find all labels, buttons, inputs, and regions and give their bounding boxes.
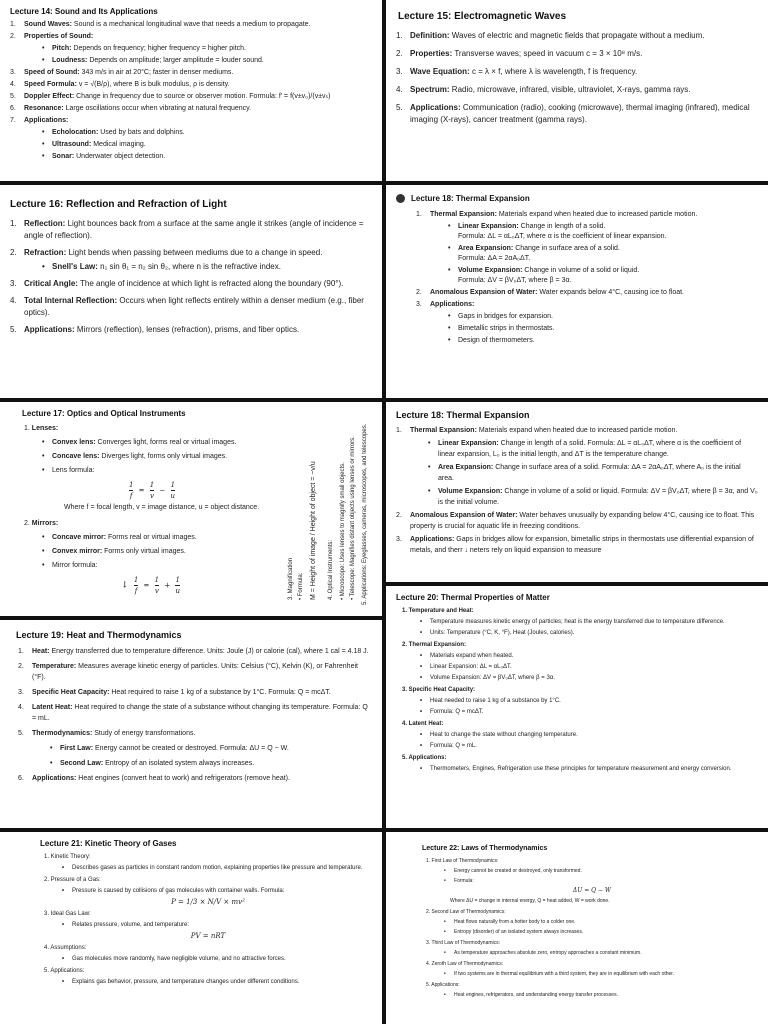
list-item: • If two systems are in thermal equilibrium with a third system, they are in equilibrium with each other.: [444, 970, 758, 978]
list-item: 2. Properties of Sound: • Pitch: Depends on frequency; higher frequency = higher pitch. • Loudness: Depends on amplitude; larger amplitude = louder sound.: [10, 32, 372, 66]
rotated-line: 3. Magnification: [288, 557, 294, 600]
lecture-19-card: [0, 620, 382, 828]
pressure-formula: P = 1/3 × N/V × mv²: [171, 898, 245, 906]
section-heading: 4. Latent Heat:: [402, 721, 444, 727]
lecture-18a-list: [396, 210, 758, 346]
list-item: 3. Speed of Sound: 343 m/s in air at 20°C; faster in denser mediums.: [10, 69, 234, 76]
lecture-15-list: [396, 30, 758, 126]
section-heading: 2. Pressure of a Gas:: [44, 877, 101, 883]
list-item: • Area Expansion: Change in surface area of a solid. Formula: ΔA = 2αA₀ΔT.: [448, 244, 758, 264]
section-heading: 1. Kinetic Theory:: [44, 854, 91, 860]
lecture-14-list: [10, 20, 372, 162]
list-item: 2. Anomalous Expansion of Water: Water expands below 4°C, causing ice to float.: [416, 289, 684, 296]
list-item: 1. Sound Waves: Sound is a mechanical longitudinal wave that needs a medium to propagate.: [10, 21, 311, 28]
scroll-down-arrow-icon[interactable]: ↓: [121, 580, 129, 591]
list-item: • Pitch: Depends on frequency; higher frequency = higher pitch.: [42, 44, 372, 54]
section-heading: 3. Specific Heat Capacity:: [402, 687, 476, 693]
list-item: • Describes gases as particles in constant random motion, explaining properties like pressure and temperature.: [62, 864, 372, 873]
lenses-heading: 1. Lenses:: [24, 425, 59, 432]
list-item: 5. Doppler Effect: Change in frequency due to source or observer motion. Formula: f′ = f(v±v₀)/(v±vₛ): [10, 93, 331, 100]
list-item: • Gaps in bridges for expansion.: [448, 312, 758, 322]
list-item: 7. Applications: • Echolocation: Used by bats and dolphins. • Ultrasound: Medical imaging. • Sonar: Underwater object detection.: [10, 116, 372, 162]
lecture-18b-title: Lecture 18: Thermal Expansion: [396, 410, 530, 420]
list-item: 1. Thermal Expansion: Materials expand when heated due to increased particle motion. • Linear Expansion: Change in length of a solid. Formula: ΔL = αL₀ΔT, where α is the coefficient of linear expansion. • Area Expansion: Change in surface area of a solid. Formula: ΔA = 2αA₀ΔT. • Volume Expansion: Change in volume of a solid or liquid. Formula: ΔV = βV₀ΔT, where β = 3α.: [416, 210, 758, 286]
list-item: • Lens formula:: [42, 466, 280, 476]
list-item: • Temperature measures kinetic energy of particles; heat is the energy transferred due to temperature difference.: [420, 618, 758, 627]
chat-logo-icon: [396, 194, 405, 203]
lecture-18b-list: [396, 425, 758, 556]
lens-note: Where f = focal length, v = image distance, u = object distance.: [64, 504, 260, 511]
list-item: 4. Total Internal Reflection: Occurs when light reflects entirely within a denser medium (e.g., fiber optics).: [10, 296, 364, 317]
section-heading: 5. Applications:: [402, 755, 447, 761]
first-law-note: Where ΔU = change in internal energy, Q = heat added, W = work done.: [450, 898, 610, 904]
list-item: • Pressure is caused by collisions of gas molecules with container walls. Formula:: [62, 887, 372, 896]
list-item: • Linear Expansion: Change in length of a solid. Formula: ΔL = αL₀ΔT, where α is the coefficient of linear expansion.: [448, 222, 758, 242]
rotated-line: 4. Optical Instruments:: [328, 539, 334, 600]
list-item: 4. Latent Heat: Heat required to change the state of a substance without changing its temperature. Formula: Q = mL.: [18, 704, 368, 722]
list-item: 5. Thermodynamics: Study of energy transformations. • First Law: Energy cannot be created or destroyed. Formula: ΔU = Q − W. • Second Law: Entropy of an isolated system always increases.: [18, 728, 372, 769]
section-heading: 4. Zeroth Law of Thermodynamics:: [426, 961, 504, 967]
list-item: • Volume Expansion: Change in volume of a solid or liquid. Formula: ΔV = βV₀ΔT, where β = 3α, and V₀ is the initial volume.: [428, 486, 758, 508]
lecture-16-card: [0, 185, 382, 398]
list-item: • Units: Temperature (°C, K, °F), Heat (Joules, calories).: [420, 629, 758, 638]
list-item: • Explains gas behavior, pressure, and temperature changes under different conditions.: [62, 978, 372, 987]
lecture-20-body: [396, 607, 758, 774]
section-heading: 1. First Law of Thermodynamics:: [426, 858, 499, 864]
lecture-22-card: [386, 832, 768, 1024]
lecture-21-body: [10, 853, 372, 987]
lecture-14-card: [0, 0, 382, 181]
lecture-22-title: Lecture 22: Laws of Thermodynamics: [422, 845, 548, 852]
list-item: 5. Applications: Mirrors (reflection), lenses (refraction), prisms, and fiber optics.: [10, 325, 300, 334]
list-item: • Formula: Q = mL.: [420, 742, 758, 751]
list-item: • Mirror formula:: [42, 561, 280, 571]
list-item: • Sonar: Underwater object detection.: [42, 152, 372, 162]
list-item: 3. Critical Angle: The angle of incidence at which light is refracted along the boundary (90°).: [10, 279, 344, 288]
lecture-17-title: Lecture 17: Optics and Optical Instruments: [22, 409, 186, 418]
list-item: • Heat engines, refrigerators, and understanding energy transfer processes.: [444, 991, 758, 999]
list-item: • Materials expand when heated.: [420, 652, 758, 661]
list-item: 4. Spectrum: Radio, microwave, infrared, visible, ultraviolet, X-rays, gamma rays.: [396, 85, 691, 94]
lecture-15-title: Lecture 15: Electromagnetic Waves: [398, 11, 567, 22]
mirrors-heading: 2. Mirrors:: [24, 520, 59, 527]
lecture-18b-card: [386, 402, 768, 582]
lecture-18a-title: Lecture 18: Thermal Expansion: [411, 194, 530, 203]
section-heading: 1. Temperature and Heat:: [402, 608, 474, 614]
list-item: 1. Heat: Energy transferred due to temperature difference. Units: Joule (J) or calorie (cal), where 1 cal = 4.18 J.: [18, 648, 369, 655]
list-item: • Heat flows naturally from a hotter body to a colder one.: [444, 918, 758, 926]
lecture-20-title: Lecture 20: Thermal Properties of Matter: [396, 593, 550, 602]
rotated-line: 5. Applications: Eyeglasses, cameras, microscopes, and telescopes.: [362, 423, 368, 605]
rotated-line: • Formula:: [298, 572, 304, 600]
lens-formula: $\frac{1}{f}$ = $\frac{1}{v}$ − $\frac{1}{u}$: [128, 481, 176, 500]
list-item: • Formula:: [444, 877, 758, 885]
list-item: • Echolocation: Used by bats and dolphins.: [42, 128, 372, 138]
list-item: 2. Refraction: Light bends when passing between mediums due to a change in speed. • Snell's Law: n₁ sin θ₁ = n₂ sin θ₂, where n is the refractive index.: [10, 247, 372, 273]
list-item: • Linear Expansion: Change in length of a solid. Formula: ΔL = αL₀ΔT, where α is the coefficient of linear expansion, L₀ is the initial length, and ΔT is the temperature change.: [428, 438, 758, 460]
lecture-19-title: Lecture 19: Heat and Thermodynamics: [16, 630, 182, 640]
list-item: 6. Resonance: Large oscillations occur when vibrating at natural frequency.: [10, 105, 252, 112]
lecture-16-title: Lecture 16: Reflection and Refraction of Light: [10, 199, 227, 210]
list-item: • Volume Expansion: Change in volume of a solid or liquid. Formula: ΔV = βV₀ΔT, where β = 3α.: [448, 266, 758, 286]
list-item: • Snell's Law: n₁ sin θ₁ = n₂ sin θ₂, where n is the refractive index.: [42, 261, 372, 273]
list-item: • Second Law: Entropy of an isolated system always increases.: [50, 758, 372, 769]
list-item: • Area Expansion: Change in surface area of a solid. Formula: ΔA = 2αA₀ΔT, where A₀ is the initial area.: [428, 462, 758, 484]
section-heading: 2. Thermal Expansion:: [402, 642, 467, 648]
list-item: 2. Anomalous Expansion of Water: Water behaves unusually by expanding below 4°C, causing ice to float. This property is crucial for aquatic life in freezing conditions.: [396, 512, 755, 530]
lecture-21-card: [0, 832, 382, 1024]
list-item: 2. Temperature: Measures average kinetic energy of particles. Units: Celsius (°C), Kelvin (K), or Fahrenheit (°F).: [18, 663, 358, 681]
list-item: • Ultrasound: Medical imaging.: [42, 140, 372, 150]
rotated-line: • Telescope: Magnifies distant objects using lenses or mirrors.: [350, 436, 356, 600]
lecture-18a-card: [386, 185, 768, 398]
lecture-19-list: [10, 646, 372, 784]
lecture-15-card: [386, 0, 768, 181]
rotated-line: • Microscope: Uses lenses to magnify small objects.: [340, 462, 346, 600]
list-item: • Loudness: Depends on amplitude; larger amplitude = louder sound.: [42, 56, 372, 66]
list-item: • Concave lens: Diverges light, forms only virtual images.: [42, 452, 280, 462]
lecture-17-rotated-column: [284, 400, 384, 610]
list-item: 1. Reflection: Light bounces back from a surface at the same angle it strikes (angle of incidence = angle of reflection).: [10, 219, 364, 240]
list-item: 5. Applications: Communication (radio), cooking (microwave), thermal imaging (infrared), medical imaging (X-rays), cancer treatment (gamma rays).: [396, 103, 750, 124]
section-heading: 2. Second Law of Thermodynamics:: [426, 909, 506, 915]
list-item: 3. Wave Equation: c = λ × f, where λ is wavelength, f is frequency.: [396, 67, 638, 76]
list-item: • Volume Expansion: ΔV = βV₀ΔT, where β = 3α.: [420, 674, 758, 683]
section-heading: 4. Assumptions:: [44, 945, 87, 951]
lecture-22-body: [396, 857, 758, 999]
list-item: • Bimetallic strips in thermostats.: [448, 324, 758, 334]
list-item: • First Law: Energy cannot be created or destroyed. Formula: ΔU = Q − W.: [50, 743, 372, 754]
list-item: • Gas molecules move randomly, have negligible volume, and no attractive forces.: [62, 955, 372, 964]
list-item: • Convex mirror: Forms only virtual images.: [42, 547, 280, 557]
section-heading: 5. Applications:: [426, 982, 460, 988]
first-law-formula: ΔU = Q − W: [572, 887, 612, 894]
list-item: 3. Specific Heat Capacity: Heat required to raise 1 kg of a substance by 1°C. Formula: Q = mcΔT.: [18, 689, 331, 696]
rotated-line: M = Height of image / Height of object = −v/u: [310, 461, 317, 600]
list-item: 4. Speed Formula: v = √(B/ρ), where B is bulk modulus, ρ is density.: [10, 81, 230, 88]
list-item: • Concave mirror: Forms real or virtual images.: [42, 533, 280, 543]
section-heading: 5. Applications:: [44, 968, 85, 974]
list-item: • As temperature approaches absolute zero, entropy approaches a constant minimum.: [444, 949, 758, 957]
lecture-21-title: Lecture 21: Kinetic Theory of Gases: [40, 839, 177, 848]
list-item: 3. Applications: • Gaps in bridges for expansion. • Bimetallic strips in thermostats. • Design of thermometers.: [416, 300, 758, 346]
list-item: • Entropy (disorder) of an isolated system always increases.: [444, 928, 758, 936]
list-item: • Heat needed to raise 1 kg of a substance by 1°C.: [420, 697, 758, 706]
list-item: • Thermometers, Engines, Refrigeration use these principles for temperature measurement and energy conversion.: [420, 765, 758, 774]
lecture-20-card: [386, 586, 768, 828]
list-item: 1. Thermal Expansion: Materials expand when heated due to increased particle motion. • Linear Expansion: Change in length of a solid. Formula: ΔL = αL₀ΔT, where α is the coefficient of linear expansion, L₀ is the initial length, and ΔT is the temperature change. • Area Expansion: Change in surface area of a solid. Formula: ΔA = 2αA₀ΔT, where A₀ is the initial area. • Volume Expansion: Change in volume of a solid or liquid. Formula: ΔV = βV₀ΔT, where β = 3α, and V₀ is the initial volume.: [396, 425, 758, 508]
section-heading: 3. Ideal Gas Law:: [44, 911, 91, 917]
ideal-gas-formula: PV = nRT: [190, 932, 226, 940]
list-item: 3. Applications: Gaps in bridges allow for expansion, bimetallic strips in thermostats use differential expansion of metals, and therr ↓ neters rely on liquid expansion to measure: [396, 536, 754, 554]
list-item: • Energy cannot be created or destroyed, only transformed.: [444, 867, 758, 875]
list-item: • Convex lens: Converges light, forms real or virtual images.: [42, 438, 280, 448]
list-item: • Formula: Q = mcΔT.: [420, 708, 758, 717]
list-item: • Relates pressure, volume, and temperature:: [62, 921, 372, 930]
lecture-14-title: Lecture 14: Sound and Its Applications: [10, 7, 158, 16]
mirror-formula: ↓ $\frac{1}{f}$ = $\frac{1}{v}$ + $\frac{1}{u}$: [121, 576, 180, 595]
list-item: 2. Properties: Transverse waves; speed in vacuum c = 3 × 10⁸ m/s.: [396, 49, 643, 58]
list-item: 1. Definition: Waves of electric and magnetic fields that propagate without a medium.: [396, 31, 705, 40]
list-item: 6. Applications: Heat engines (convert heat to work) and refrigerators (remove heat).: [18, 775, 290, 782]
list-item: • Linear Expansion: ΔL = αL₀ΔT.: [420, 663, 758, 672]
list-item: • Design of thermometers.: [448, 336, 758, 346]
section-heading: 3. Third Law of Thermodynamics:: [426, 940, 501, 946]
lecture-16-list: [10, 218, 372, 336]
list-item: • Heat to change the state without changing temperature.: [420, 731, 758, 740]
